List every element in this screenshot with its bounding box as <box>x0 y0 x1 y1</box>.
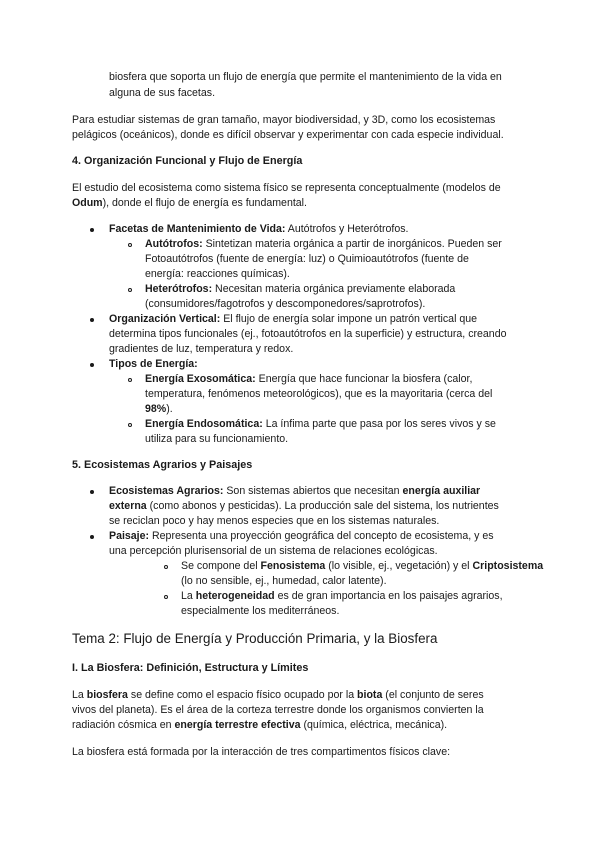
section-heading: 4. Organización Funcional y Flujo de Energía <box>72 155 303 167</box>
bullet-icon <box>90 363 94 367</box>
list-item: Tipos de Energía: <box>109 358 198 370</box>
circle-bullet-icon <box>128 378 132 382</box>
text-line: Fotoautótrofos (fuente de energía: luz) o Quimioautótrofos (fuente de <box>145 253 469 265</box>
text-line: temperatura, fenómenos meteorológicos), que es la mayoritaria (cerca del <box>145 388 493 400</box>
circle-bullet-icon <box>128 288 132 292</box>
text-line: energía: reacciones químicas). <box>145 268 290 280</box>
text-line: biosfera que soporta un flujo de energía que permite el mantenimiento de la vida en <box>109 71 502 83</box>
text-line: especialmente los mediterráneos. <box>181 605 340 617</box>
circle-bullet-icon <box>164 595 168 599</box>
list-item: Organización Vertical: El flujo de energía solar impone un patrón vertical que <box>109 313 478 325</box>
section-heading: I. La Biosfera: Definición, Estructura y Límites <box>72 662 309 674</box>
sublist-item: Energía Endosomática: La ínfima parte que pasa por los seres vivos y se <box>145 418 496 430</box>
text-line: se reciclan poco y hay menos especies que en los sistemas naturales. <box>109 515 440 527</box>
text-line: La biosfera está formada por la interacción de tres compartimentos físicos clave: <box>72 746 451 758</box>
text-line: externa (como abonos y pesticidas). La producción sale del sistema, los nutrientes <box>109 500 499 512</box>
list-item: Paisaje: Representa una proyección geográfica del concepto de ecosistema, y es <box>109 530 494 542</box>
text-line: Para estudiar sistemas de gran tamaño, mayor biodiversidad, y 3D, como los ecosistemas <box>72 114 496 126</box>
circle-bullet-icon <box>128 243 132 247</box>
bold-term: Odum <box>72 197 103 209</box>
text-line: (lo no sensible, ej., humedad, calor latente). <box>181 575 387 587</box>
sublist-item: Autótrofos: Sintetizan materia orgánica a partir de inorgánicos. Pueden ser <box>145 238 502 250</box>
text-line: El estudio del ecosistema como sistema físico se representa conceptualmente (modelos de <box>72 182 501 194</box>
text-line: vivos del planeta). Es el área de la corteza terrestre donde los organismos convierten la <box>72 704 484 716</box>
bullet-icon <box>90 228 94 232</box>
text-line: utiliza para su funcionamiento. <box>145 433 289 445</box>
bullet-icon <box>90 490 94 494</box>
circle-bullet-icon <box>164 565 168 569</box>
text-line: pelágicos (oceánicos), donde es difícil observar y experimentar con cada especie individual. <box>72 129 504 141</box>
text-line: 98%). <box>145 403 173 415</box>
text-line: una percepción plurisensorial de un sistema de relaciones ecológicas. <box>109 545 438 557</box>
text-line: radiación cósmica en energía terrestre efectiva (química, eléctrica, mecánica). <box>72 719 448 731</box>
text-line: La biosfera se define como el espacio físico ocupado por la biota (el conjunto de seres <box>72 689 484 701</box>
bullet-icon <box>90 535 94 539</box>
text-line: determina tipos funcionales (ej., fotoautótrofos en la superficie) y estructura, creando <box>109 328 507 340</box>
sublist-item: Se compone del Fenosistema (lo visible, ej., vegetación) y el Criptosistema <box>181 560 544 572</box>
chapter-title: Tema 2: Flujo de Energía y Producción Primaria, y la Biosfera <box>72 631 438 646</box>
section-heading: 5. Ecosistemas Agrarios y Paisajes <box>72 459 253 471</box>
text-line: Odum), donde el flujo de energía es fundamental. <box>72 197 307 209</box>
text-line: (consumidores/fagotrofos y descomponedores/saprotrofos). <box>145 298 426 310</box>
circle-bullet-icon <box>128 423 132 427</box>
list-item: Facetas de Mantenimiento de Vida: Autótrofos y Heterótrofos. <box>109 223 409 235</box>
sublist-item: Heterótrofos: Necesitan materia orgánica previamente elaborada <box>145 283 456 295</box>
text-line: gradientes de luz, temperatura y redox. <box>109 343 294 355</box>
text-line: alguna de sus facetas. <box>109 87 216 99</box>
sublist-item: Energía Exosomática: Energía que hace funcionar la biosfera (calor, <box>145 373 473 385</box>
bullet-icon <box>90 318 94 322</box>
list-item: Ecosistemas Agrarios: Son sistemas abiertos que necesitan energía auxiliar <box>109 485 481 497</box>
sublist-item: La heterogeneidad es de gran importancia en los paisajes agrarios, <box>181 590 503 602</box>
